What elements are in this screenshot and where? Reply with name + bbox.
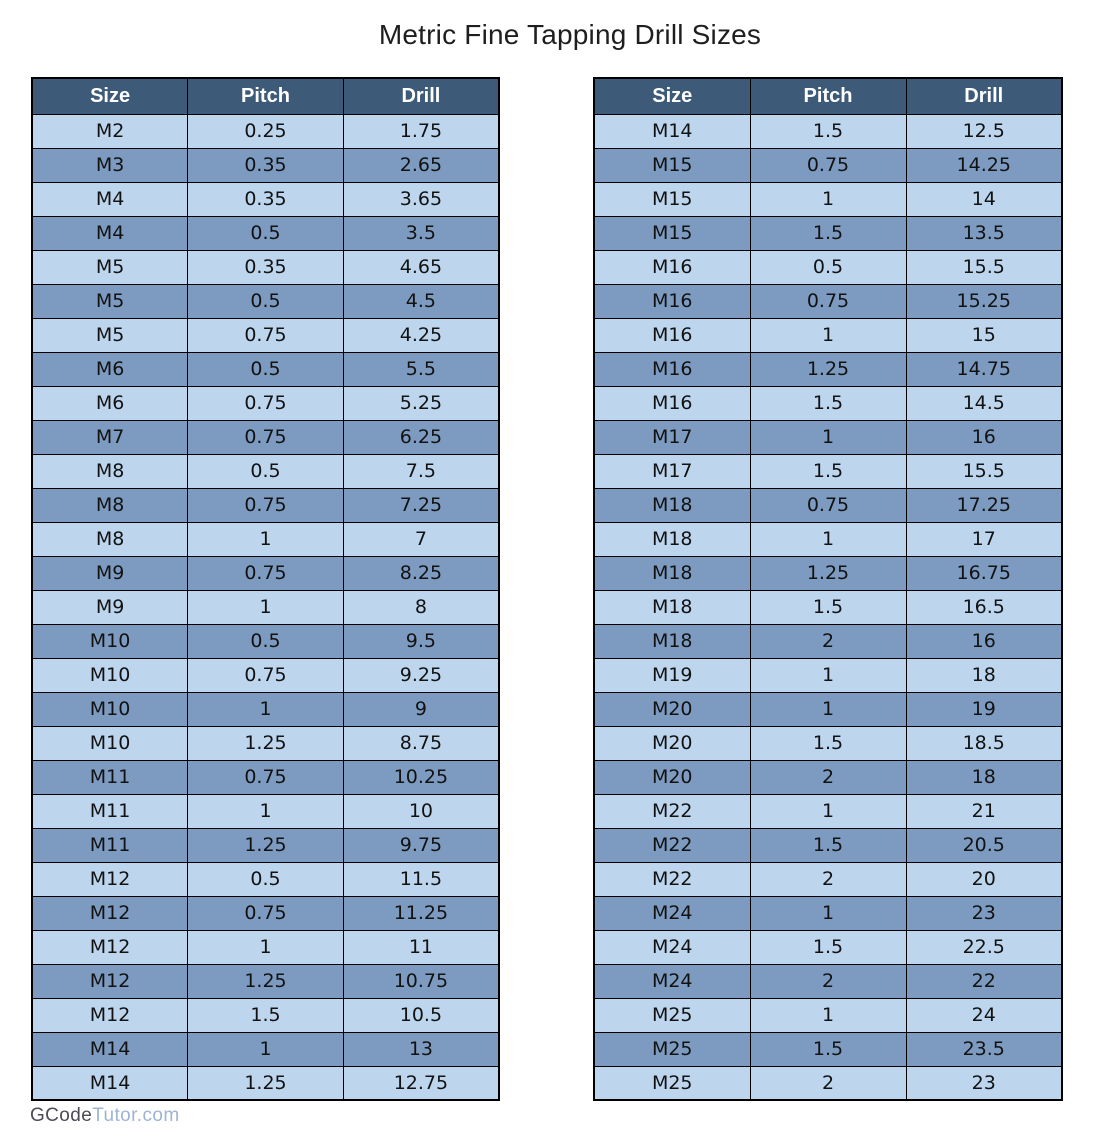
pitch-cell: 0.75 — [188, 760, 344, 794]
size-cell: M8 — [32, 454, 188, 488]
size-cell: M3 — [32, 148, 188, 182]
drill-cell: 18 — [906, 658, 1062, 692]
size-cell: M25 — [594, 1066, 750, 1100]
drill-cell: 15 — [906, 318, 1062, 352]
pitch-cell: 0.75 — [188, 488, 344, 522]
drill-cell: 7.25 — [343, 488, 499, 522]
column-header-drill: Drill — [906, 78, 1062, 114]
table-row — [32, 318, 499, 352]
pitch-cell: 0.75 — [188, 386, 344, 420]
size-cell: M5 — [32, 284, 188, 318]
size-cell: M16 — [594, 250, 750, 284]
table-row — [594, 1066, 1062, 1100]
size-cell: M19 — [594, 658, 750, 692]
drill-cell: 17 — [906, 522, 1062, 556]
pitch-cell: 1 — [750, 998, 906, 1032]
drill-cell: 18.5 — [906, 726, 1062, 760]
drill-cell: 14.25 — [906, 148, 1062, 182]
table-row — [594, 692, 1062, 726]
pitch-cell: 1.5 — [750, 454, 906, 488]
drill-cell: 15.5 — [906, 454, 1062, 488]
table-row — [32, 216, 499, 250]
drill-cell: 15.25 — [906, 284, 1062, 318]
drill-cell: 16.5 — [906, 590, 1062, 624]
table-row — [32, 284, 499, 318]
pitch-cell: 1.5 — [750, 1032, 906, 1066]
table-row — [32, 658, 499, 692]
pitch-cell: 1 — [188, 1032, 344, 1066]
table-row — [594, 522, 1062, 556]
table-row — [32, 964, 499, 998]
table-row — [594, 896, 1062, 930]
table-row — [594, 386, 1062, 420]
table-header-row — [32, 78, 499, 114]
drill-cell: 15.5 — [906, 250, 1062, 284]
pitch-cell: 1.5 — [750, 726, 906, 760]
size-cell: M8 — [32, 488, 188, 522]
pitch-cell: 0.5 — [188, 284, 344, 318]
pitch-cell: 1 — [750, 522, 906, 556]
pitch-cell: 2 — [750, 624, 906, 658]
drill-cell: 12.75 — [343, 1066, 499, 1100]
brand-gcode-text: GCode — [30, 1105, 93, 1126]
pitch-cell: 1 — [750, 182, 906, 216]
size-cell: M12 — [32, 930, 188, 964]
pitch-cell: 0.5 — [188, 216, 344, 250]
table-row — [32, 930, 499, 964]
table-row — [32, 250, 499, 284]
size-cell: M12 — [32, 862, 188, 896]
drill-cell: 19 — [906, 692, 1062, 726]
drill-cell: 11.25 — [343, 896, 499, 930]
drill-cell: 16.75 — [906, 556, 1062, 590]
size-cell: M9 — [32, 590, 188, 624]
drill-cell: 9.75 — [343, 828, 499, 862]
size-cell: M14 — [32, 1032, 188, 1066]
pitch-cell: 2 — [750, 760, 906, 794]
table-row — [594, 760, 1062, 794]
table-header-row — [594, 78, 1062, 114]
drill-cell: 8 — [343, 590, 499, 624]
table-row — [32, 148, 499, 182]
size-cell: M15 — [594, 182, 750, 216]
size-cell: M5 — [32, 250, 188, 284]
table-row — [32, 114, 499, 148]
table-row — [594, 454, 1062, 488]
column-header-pitch: Pitch — [188, 78, 344, 114]
table-row — [32, 726, 499, 760]
pitch-cell: 1 — [188, 692, 344, 726]
pitch-cell: 0.35 — [188, 250, 344, 284]
size-cell: M5 — [32, 318, 188, 352]
table-row — [32, 760, 499, 794]
pitch-cell: 1.5 — [750, 828, 906, 862]
pitch-cell: 1.5 — [750, 930, 906, 964]
table-row — [594, 556, 1062, 590]
size-cell: M14 — [594, 114, 750, 148]
pitch-cell: 0.75 — [188, 896, 344, 930]
pitch-cell: 1 — [188, 590, 344, 624]
pitch-cell: 0.75 — [188, 318, 344, 352]
drill-cell: 7 — [343, 522, 499, 556]
drill-cell: 8.75 — [343, 726, 499, 760]
table-row — [594, 182, 1062, 216]
table-row — [32, 624, 499, 658]
drill-cell: 14 — [906, 182, 1062, 216]
drill-cell: 9.5 — [343, 624, 499, 658]
drill-cell: 20.5 — [906, 828, 1062, 862]
table-row — [32, 794, 499, 828]
table-row — [594, 930, 1062, 964]
pitch-cell: 0.5 — [188, 454, 344, 488]
table-row — [594, 250, 1062, 284]
table-row — [32, 590, 499, 624]
drill-cell: 20 — [906, 862, 1062, 896]
size-cell: M16 — [594, 318, 750, 352]
table-row — [32, 352, 499, 386]
pitch-cell: 1.5 — [750, 114, 906, 148]
drill-cell: 16 — [906, 624, 1062, 658]
footer-brand — [30, 1105, 180, 1127]
tapping-drill-table-right — [593, 77, 1063, 1101]
size-cell: M18 — [594, 590, 750, 624]
pitch-cell: 0.75 — [188, 556, 344, 590]
drill-cell: 17.25 — [906, 488, 1062, 522]
size-cell: M10 — [32, 658, 188, 692]
drill-cell: 21 — [906, 794, 1062, 828]
size-cell: M9 — [32, 556, 188, 590]
pitch-cell: 0.75 — [188, 420, 344, 454]
table-row — [594, 352, 1062, 386]
size-cell: M12 — [32, 998, 188, 1032]
table-row — [594, 420, 1062, 454]
pitch-cell: 0.5 — [750, 250, 906, 284]
pitch-cell: 1 — [750, 794, 906, 828]
pitch-cell: 1.25 — [750, 556, 906, 590]
size-cell: M25 — [594, 1032, 750, 1066]
size-cell: M18 — [594, 488, 750, 522]
pitch-cell: 1 — [750, 692, 906, 726]
table-row — [594, 114, 1062, 148]
size-cell: M2 — [32, 114, 188, 148]
drill-cell: 14.5 — [906, 386, 1062, 420]
drill-cell: 2.65 — [343, 148, 499, 182]
table-row — [594, 964, 1062, 998]
pitch-cell: 2 — [750, 862, 906, 896]
size-cell: M20 — [594, 760, 750, 794]
drill-cell: 24 — [906, 998, 1062, 1032]
size-cell: M22 — [594, 794, 750, 828]
drill-cell: 9 — [343, 692, 499, 726]
table-row — [32, 896, 499, 930]
pitch-cell: 1.5 — [750, 216, 906, 250]
size-cell: M10 — [32, 624, 188, 658]
table-row — [32, 182, 499, 216]
table-row — [594, 148, 1062, 182]
size-cell: M18 — [594, 624, 750, 658]
size-cell: M11 — [32, 828, 188, 862]
size-cell: M4 — [32, 182, 188, 216]
pitch-cell: 1.25 — [188, 828, 344, 862]
table-row — [32, 522, 499, 556]
size-cell: M11 — [32, 794, 188, 828]
table-row — [32, 420, 499, 454]
size-cell: M10 — [32, 726, 188, 760]
size-cell: M17 — [594, 420, 750, 454]
table-row — [594, 1032, 1062, 1066]
pitch-cell: 0.75 — [750, 488, 906, 522]
size-cell: M18 — [594, 522, 750, 556]
table-row — [32, 828, 499, 862]
drill-cell: 14.75 — [906, 352, 1062, 386]
pitch-cell: 1.5 — [188, 998, 344, 1032]
table-row — [594, 624, 1062, 658]
column-header-pitch: Pitch — [750, 78, 906, 114]
pitch-cell: 2 — [750, 1066, 906, 1100]
table-row — [594, 794, 1062, 828]
size-cell: M22 — [594, 862, 750, 896]
table-row — [32, 488, 499, 522]
brand-tutor-text: Tutor.com — [92, 1105, 180, 1126]
drill-cell: 7.5 — [343, 454, 499, 488]
drill-cell: 8.25 — [343, 556, 499, 590]
drill-cell: 23.5 — [906, 1032, 1062, 1066]
column-header-drill: Drill — [343, 78, 499, 114]
table-row — [32, 1066, 499, 1100]
size-cell: M16 — [594, 284, 750, 318]
pitch-cell: 1 — [750, 420, 906, 454]
drill-cell: 11.5 — [343, 862, 499, 896]
drill-cell: 3.5 — [343, 216, 499, 250]
pitch-cell: 1.5 — [750, 590, 906, 624]
size-cell: M16 — [594, 352, 750, 386]
drill-cell: 23 — [906, 896, 1062, 930]
drill-cell: 22 — [906, 964, 1062, 998]
pitch-cell: 1.25 — [188, 1066, 344, 1100]
table-row — [32, 862, 499, 896]
table-row — [594, 318, 1062, 352]
table-row — [594, 284, 1062, 318]
size-cell: M4 — [32, 216, 188, 250]
size-cell: M8 — [32, 522, 188, 556]
pitch-cell: 0.5 — [188, 862, 344, 896]
size-cell: M16 — [594, 386, 750, 420]
size-cell: M24 — [594, 964, 750, 998]
drill-cell: 12.5 — [906, 114, 1062, 148]
drill-cell: 10.25 — [343, 760, 499, 794]
pitch-cell: 1 — [750, 318, 906, 352]
size-cell: M20 — [594, 726, 750, 760]
drill-cell: 13.5 — [906, 216, 1062, 250]
size-cell: M15 — [594, 148, 750, 182]
size-cell: M7 — [32, 420, 188, 454]
pitch-cell: 1 — [188, 794, 344, 828]
pitch-cell: 0.75 — [188, 658, 344, 692]
pitch-cell: 1.5 — [750, 386, 906, 420]
table-row — [32, 1032, 499, 1066]
pitch-cell: 0.75 — [750, 284, 906, 318]
table-row — [594, 998, 1062, 1032]
size-cell: M20 — [594, 692, 750, 726]
drill-cell: 4.5 — [343, 284, 499, 318]
pitch-cell: 0.35 — [188, 148, 344, 182]
page-title: Metric Fine Tapping Drill Sizes — [378, 19, 762, 50]
size-cell: M10 — [32, 692, 188, 726]
drill-cell: 18 — [906, 760, 1062, 794]
size-cell: M24 — [594, 930, 750, 964]
pitch-cell: 1 — [750, 896, 906, 930]
size-cell: M22 — [594, 828, 750, 862]
pitch-cell: 1.25 — [750, 352, 906, 386]
drill-cell: 4.25 — [343, 318, 499, 352]
drill-cell: 9.25 — [343, 658, 499, 692]
drill-cell: 16 — [906, 420, 1062, 454]
pitch-cell: 0.5 — [188, 624, 344, 658]
size-cell: M12 — [32, 964, 188, 998]
size-cell: M17 — [594, 454, 750, 488]
table-row — [32, 998, 499, 1032]
pitch-cell: 0.5 — [188, 352, 344, 386]
table-row — [32, 386, 499, 420]
pitch-cell: 1.25 — [188, 964, 344, 998]
size-cell: M24 — [594, 896, 750, 930]
drill-cell: 5.5 — [343, 352, 499, 386]
column-header-size: Size — [32, 78, 188, 114]
table-row — [594, 862, 1062, 896]
drill-cell: 13 — [343, 1032, 499, 1066]
size-cell: M12 — [32, 896, 188, 930]
pitch-cell: 0.75 — [750, 148, 906, 182]
pitch-cell: 0.25 — [188, 114, 344, 148]
drill-cell: 4.65 — [343, 250, 499, 284]
table-row — [594, 216, 1062, 250]
table-row — [32, 692, 499, 726]
table-row — [594, 488, 1062, 522]
pitch-cell: 1.25 — [188, 726, 344, 760]
table-row — [594, 590, 1062, 624]
drill-cell: 22.5 — [906, 930, 1062, 964]
size-cell: M6 — [32, 386, 188, 420]
size-cell: M11 — [32, 760, 188, 794]
drill-cell: 10.75 — [343, 964, 499, 998]
drill-cell: 11 — [343, 930, 499, 964]
pitch-cell: 0.35 — [188, 182, 344, 216]
size-cell: M14 — [32, 1066, 188, 1100]
drill-cell: 1.75 — [343, 114, 499, 148]
column-header-size: Size — [594, 78, 750, 114]
size-cell: M18 — [594, 556, 750, 590]
pitch-cell: 2 — [750, 964, 906, 998]
drill-cell: 6.25 — [343, 420, 499, 454]
size-cell: M15 — [594, 216, 750, 250]
drill-cell: 10 — [343, 794, 499, 828]
pitch-cell: 1 — [188, 930, 344, 964]
pitch-cell: 1 — [188, 522, 344, 556]
tapping-drill-table-left — [31, 77, 500, 1101]
table-row — [594, 726, 1062, 760]
drill-cell: 3.65 — [343, 182, 499, 216]
size-cell: M6 — [32, 352, 188, 386]
table-row — [594, 828, 1062, 862]
drill-cell: 10.5 — [343, 998, 499, 1032]
drill-cell: 5.25 — [343, 386, 499, 420]
size-cell: M25 — [594, 998, 750, 1032]
table-row — [32, 556, 499, 590]
drill-cell: 23 — [906, 1066, 1062, 1100]
pitch-cell: 1 — [750, 658, 906, 692]
table-row — [594, 658, 1062, 692]
table-row — [32, 454, 499, 488]
